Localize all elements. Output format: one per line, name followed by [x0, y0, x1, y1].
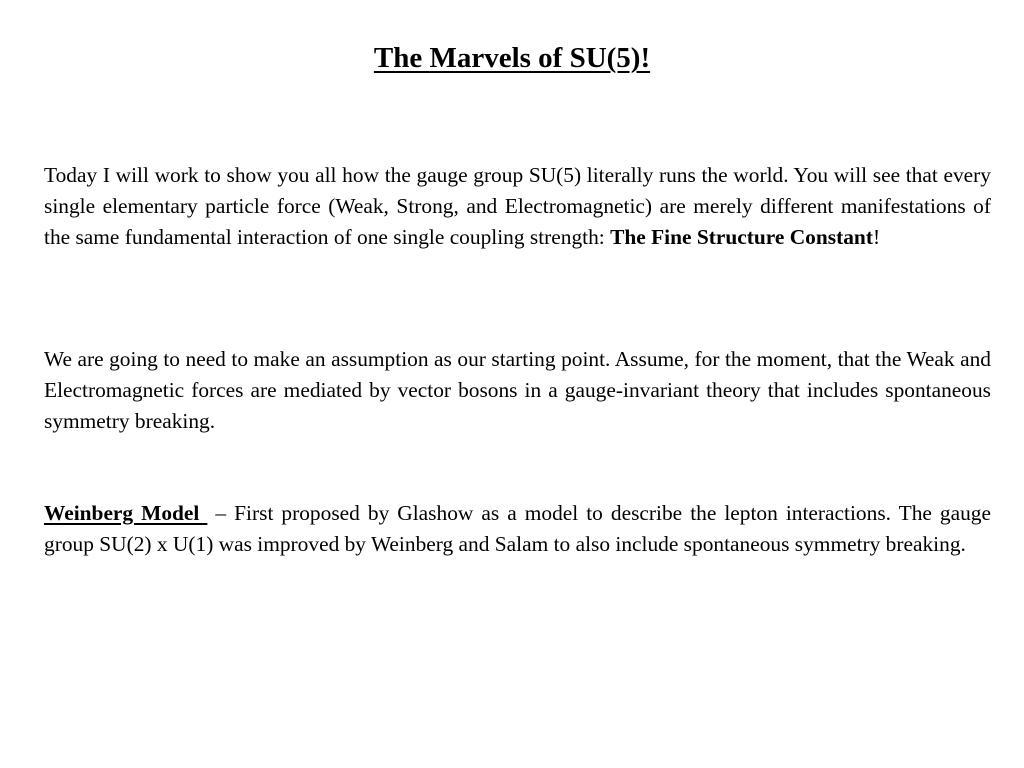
intro-text-end: !	[872, 225, 881, 249]
fine-structure-constant-term: The Fine Structure Constant	[610, 225, 873, 249]
intro-paragraph	[44, 160, 991, 253]
slide-title	[0, 38, 1024, 78]
weinberg-model-text: – First proposed by Glashow as a model to describe the lepton interactions. The gauge group SU(2) x U(1) was improved by Weinberg and Salam to also include spontaneous symmetry breaking.	[44, 501, 991, 556]
slide-title-text: The Marvels of SU(5)!	[373, 42, 651, 74]
assumption-text: We are going to need to make an assumption as our starting point. Assume, for the moment, that the Weak and Electromagnetic forces are mediated by vector bosons in a gauge-invariant theory that includes spontaneous symmetry breaking.	[44, 347, 991, 433]
weinberg-model-paragraph	[44, 498, 991, 560]
intro-text: Today I will work to show you all how the gauge group SU(5) literally runs the world. You will see that every single elementary particle force (Weak, Strong, and Electromagnetic) are merely different manifestations of the same fundamental interaction of one single coupling strength:	[44, 163, 991, 249]
weinberg-model-heading: Weinberg Model	[44, 501, 208, 525]
assumption-paragraph	[44, 344, 991, 437]
